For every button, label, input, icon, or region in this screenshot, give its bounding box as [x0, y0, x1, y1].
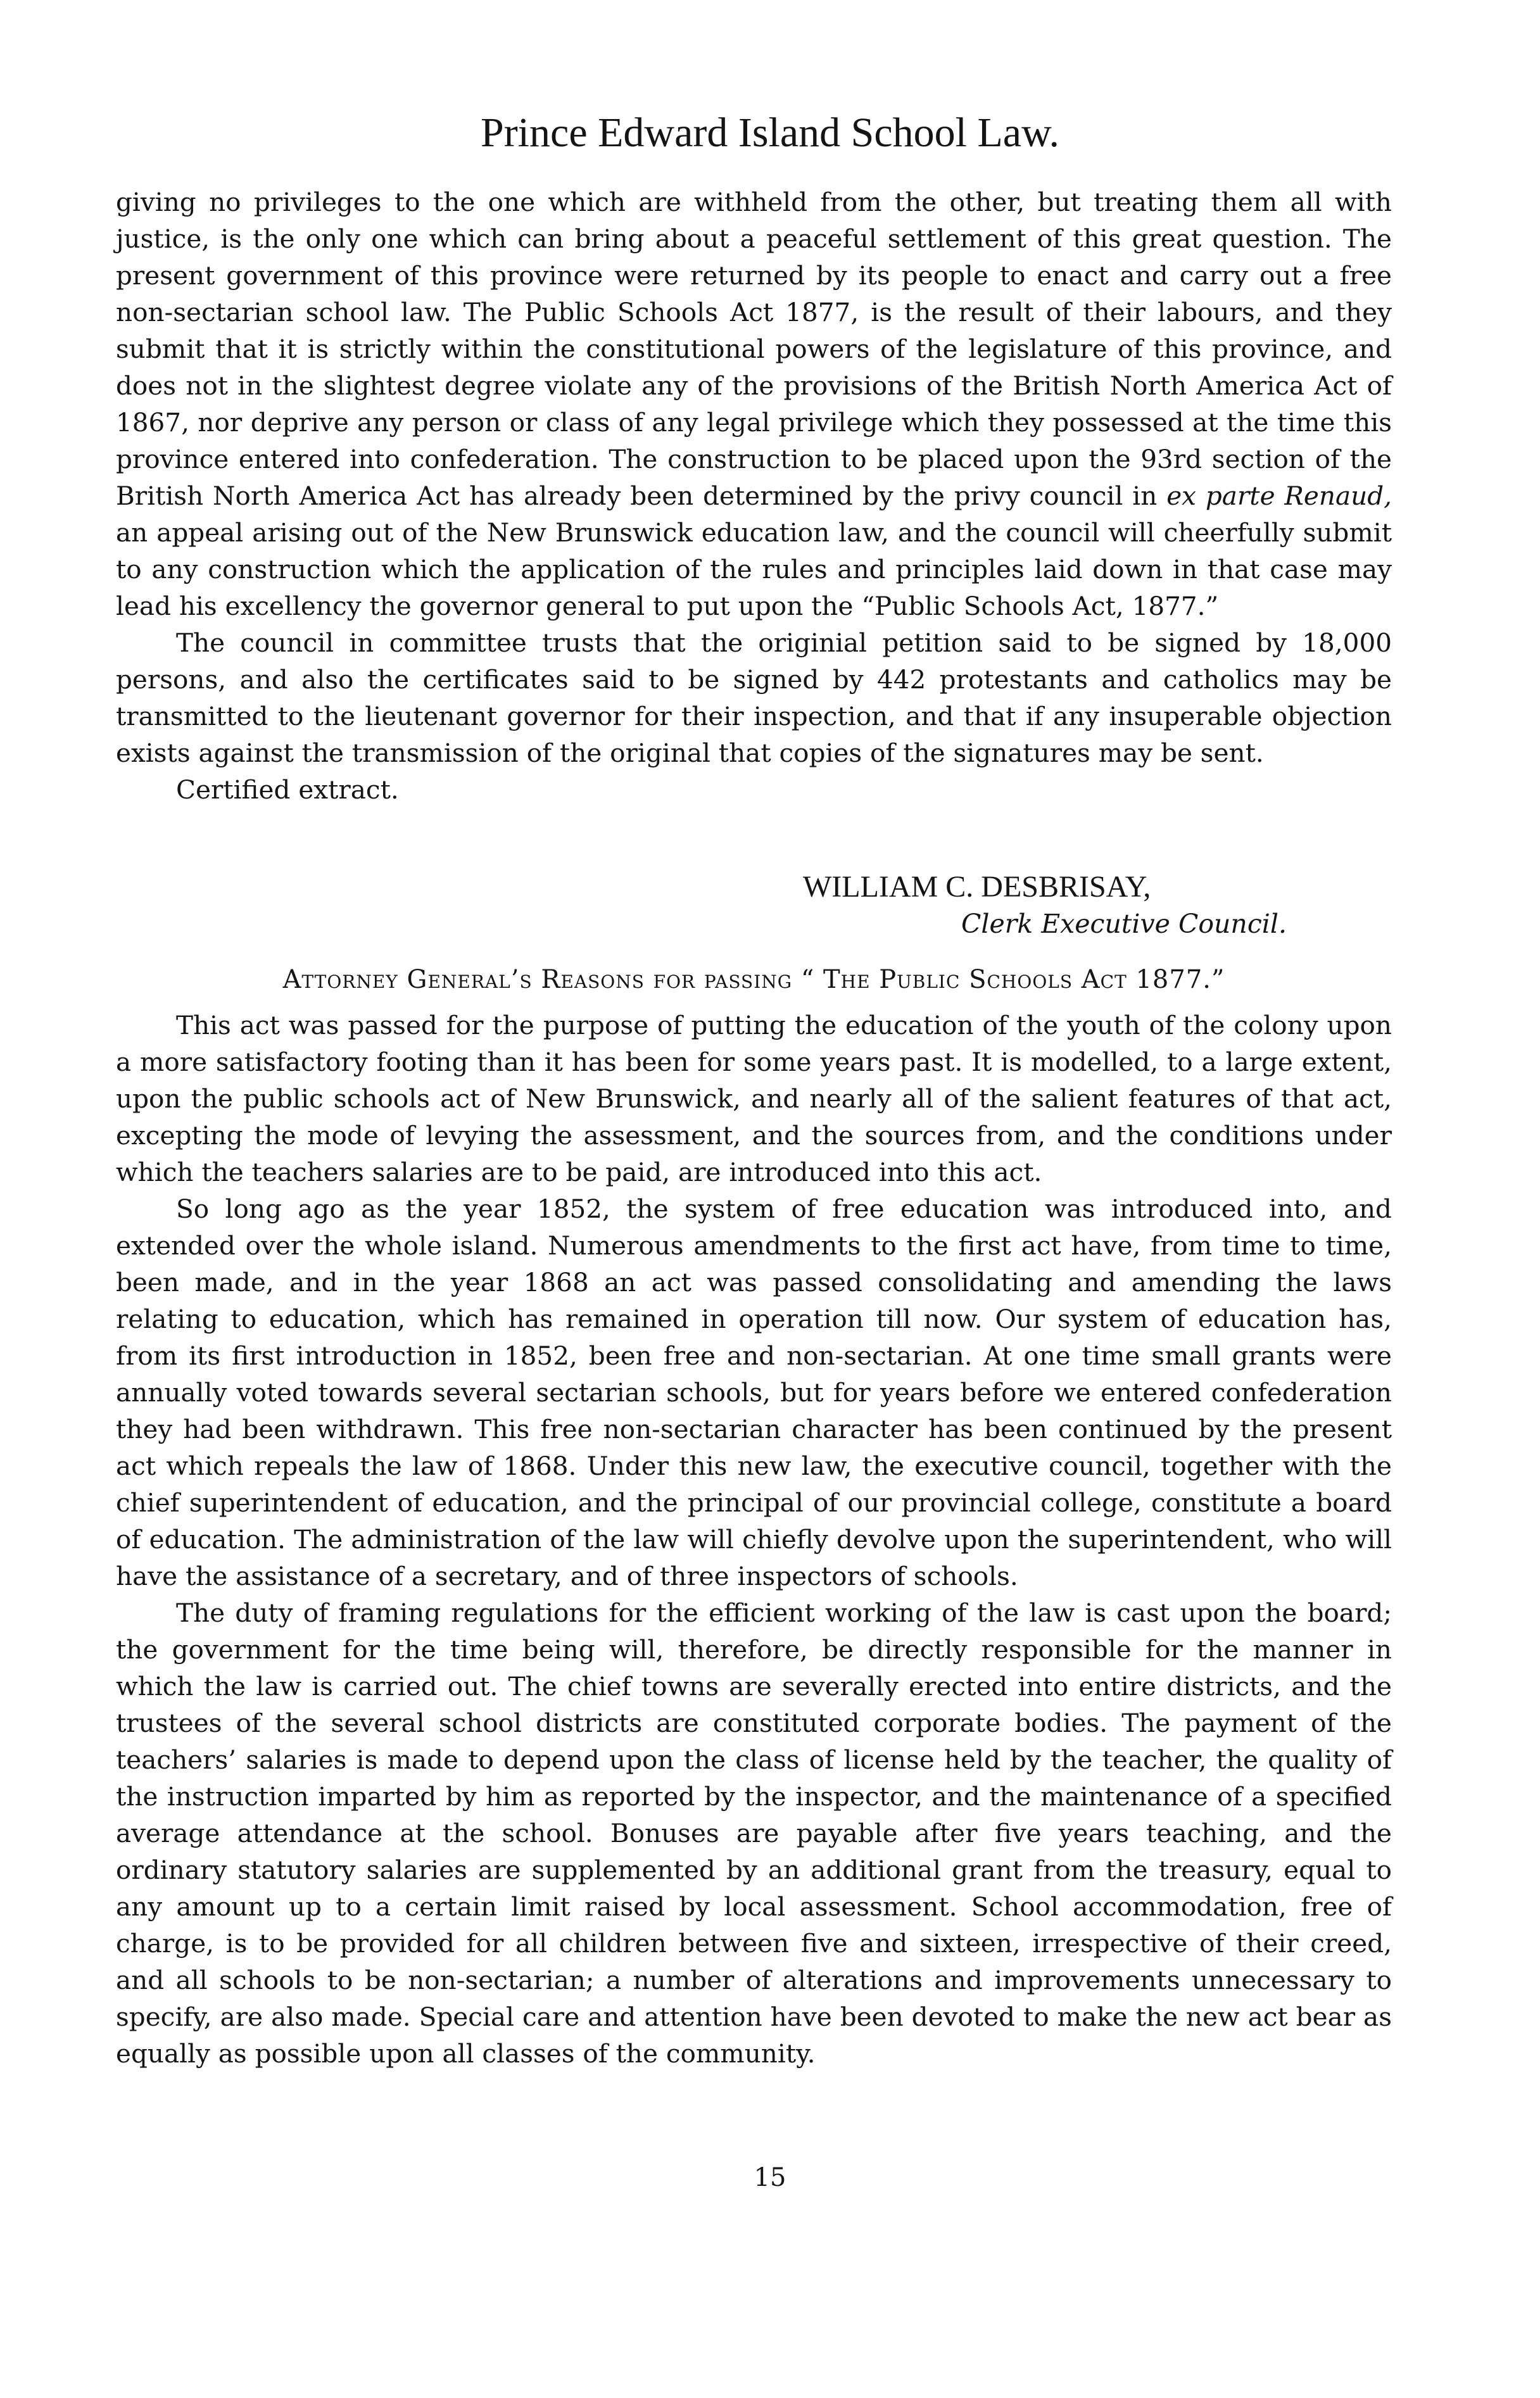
paragraph-regulations: The duty of framing regulations for the efficient working of the law is cast upon the board; the government for the time being will, therefore, be directly responsible for the manner in which the law is carried out. The chief towns are severally erected into entire districts, and the trustees of the several school districts are constituted corporate bodies. The payment of the teachers’ salaries is made to depend upon the class of license held by the teacher, the quality of the instruction imparted by him as reported by the inspector, and the maintenance of a specified average attendance at the school. Bonuses are payable after five years teaching, and the ordinary statutory salaries are supplemented by an additional grant from the treasury, equal to any amount up to a certain limit raised by local assessment. School accommodation, free of charge, is to be provided for all children between five and sixteen, irrespective of their creed, and all schools to be non-sectarian; a number of alterations and improvements unnecessary to specify, are also made. Special care and attention have been devoted to make the new act bear as equally as possible upon all classes of the community.: [116, 1598, 1392, 2069]
paragraph-history: So long ago as the year 1852, the system of free education was introduced into, and extended over the whole island. Numerous amendments to the first act have, from time to time, been made, and in the year 1868 an act was passed consolidating and amending the laws relating to education, which has remained in operation till now. Our system of education has, from its first introduction in 1852, been free and non-sectarian. At one time small grants were annually voted towards several sectarian schools, but for years before we entered confederation they had been withdrawn. This free non-sectarian character has been continued by the present act which repeals the law of 1868. Under this new law, the executive council, together with the chief superintendent of education, and the principal of our provincial college, constitute a board of education. The administration of the law will chiefly devolve upon the superintendent, who will have the assistance of a secretary, and of three inspectors of schools.: [116, 1194, 1392, 1591]
running-head: Prince Edward Island School Law.: [481, 110, 1059, 156]
paragraph-petition: The council in committee trusts that the originial petition said to be signed by 18,000 persons, and also the certificates said to be signed by 442 protestants and catholics may be transmitted to the lieutenant governor for their inspection, and that if any insuperable objection exists against the transmission of the original that copies of the signatures may be sent.: [116, 628, 1392, 768]
section-heading: Attorney General’s Reasons for passing “ The Public Schools Act 1877.”: [282, 965, 1225, 994]
paragraph-continuation: [116, 184, 1392, 624]
paragraph-text: giving no privileges to the one which are withheld from the other, but treating them all with justice, is the only one which can bring about a peaceful settlement of this great question. The present government of this province were returned by its people to enact and carry out a free non-sectarian school law. The Public Schools Act 1877, is the result of their labours, and they submit that it is strictly within the constitutional powers of the legislature of this province, and does not in the slightest degree violate any of the provisions of the British North America Act of 1867, nor deprive any person or class of any legal privilege which they possessed at the time this province entered into confederation. The construction to be placed upon the 93rd section of the British North America Act has already been determined by the privy council in: [116, 187, 1392, 511]
paragraph-purpose: This act was passed for the purpose of putting the education of the youth of the colony upon a more satisfactory footing than it has been for some years past. It is modelled, to a large extent, upon the public schools act of New Brunswick, and nearly all of the salient features of that act, excepting the mode of levying the assessment, and the sources from, and the conditions under which the teachers salaries are to be paid, are introduced into this act.: [116, 1010, 1392, 1187]
case-name-italic: ex parte Renaud,: [1166, 481, 1392, 511]
certified-extract: Certified extract.: [176, 774, 399, 805]
text-block-bottom: [116, 1007, 1392, 2072]
signatory-name: WILLIAM C. DESBRISAY,: [803, 870, 1151, 904]
text-block-top: [116, 184, 1392, 808]
paragraph-text: an appeal arising out of the New Brunswick education law, and the council will cheerfully submit to any construction which the application of the rules and principles laid down in that case may lead his excellency the governor general to put upon the “Public Schools Act, 1877.”: [116, 517, 1392, 621]
signatory-office: Clerk Executive Council.: [961, 909, 1287, 939]
page-number: 15: [754, 2163, 786, 2192]
